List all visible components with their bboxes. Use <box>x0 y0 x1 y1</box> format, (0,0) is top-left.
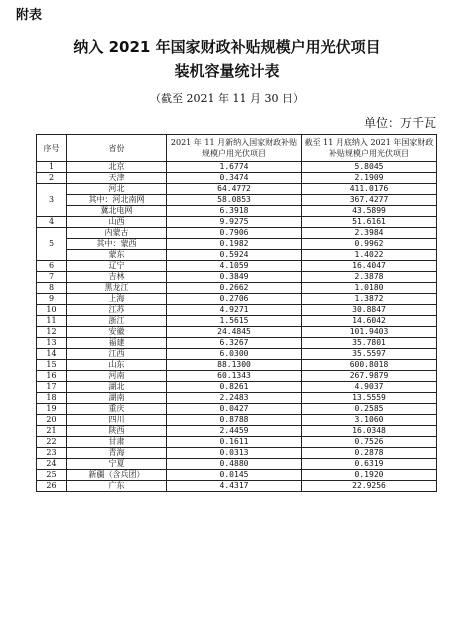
table-row <box>37 393 437 404</box>
row-seq: 15 <box>37 360 67 371</box>
table-row <box>37 261 437 272</box>
row-total-capacity: 1.3872 <box>302 294 437 305</box>
row-new-capacity: 9.9275 <box>167 217 302 228</box>
row-total-capacity: 16.4047 <box>302 261 437 272</box>
row-new-capacity: 0.4880 <box>167 459 302 470</box>
appendix-label: 附表 <box>16 8 43 23</box>
row-seq: 22 <box>37 437 67 448</box>
row-total-capacity: 3.1060 <box>302 415 437 426</box>
table-row <box>37 162 437 173</box>
table-row <box>37 173 437 184</box>
row-seq: 10 <box>37 305 67 316</box>
row-seq: 11 <box>37 316 67 327</box>
row-new-capacity: 4.9271 <box>167 305 302 316</box>
row-new-capacity: 1.5615 <box>167 316 302 327</box>
row-province: 上海 <box>67 294 167 305</box>
table-row <box>37 239 437 250</box>
header-seq: 序号 <box>37 135 67 162</box>
row-province: 陕西 <box>67 426 167 437</box>
row-seq: 6 <box>37 261 67 272</box>
row-new-capacity: 6.3918 <box>167 206 302 217</box>
row-seq: 16 <box>37 371 67 382</box>
row-new-capacity: 6.0300 <box>167 349 302 360</box>
row-new-capacity: 0.8261 <box>167 382 302 393</box>
table-row <box>37 459 437 470</box>
row-seq: 26 <box>37 481 67 492</box>
row-province: 内蒙古 <box>67 228 167 239</box>
row-province: 新疆（含兵团） <box>67 470 167 481</box>
row-total-capacity: 30.8847 <box>302 305 437 316</box>
row-seq: 8 <box>37 283 67 294</box>
table-row <box>37 184 437 195</box>
row-total-capacity: 0.6319 <box>302 459 437 470</box>
table-row <box>37 437 437 448</box>
row-total-capacity: 2.1909 <box>302 173 437 184</box>
table-row <box>37 316 437 327</box>
row-seq: 25 <box>37 470 67 481</box>
row-province: 广东 <box>67 481 167 492</box>
row-province: 冀北电网 <box>67 206 167 217</box>
table-row <box>37 327 437 338</box>
table-row <box>37 305 437 316</box>
row-new-capacity: 0.1982 <box>167 239 302 250</box>
row-seq: 9 <box>37 294 67 305</box>
row-province: 其中：蒙西 <box>67 239 167 250</box>
row-seq: 20 <box>37 415 67 426</box>
table-row <box>37 294 437 305</box>
row-province: 湖北 <box>67 382 167 393</box>
table-row <box>37 415 437 426</box>
row-province: 北京 <box>67 162 167 173</box>
table-row <box>37 217 437 228</box>
row-new-capacity: 0.3849 <box>167 272 302 283</box>
row-province: 安徽 <box>67 327 167 338</box>
row-province: 四川 <box>67 415 167 426</box>
row-new-capacity: 0.2706 <box>167 294 302 305</box>
row-new-capacity: 1.6774 <box>167 162 302 173</box>
row-seq: 7 <box>37 272 67 283</box>
row-province: 其中：河北南网 <box>67 195 167 206</box>
row-seq: 18 <box>37 393 67 404</box>
row-province: 江苏 <box>67 305 167 316</box>
row-total-capacity: 51.6161 <box>302 217 437 228</box>
header-new-capacity: 2021 年 11 月新纳入国家财政补贴规模户用光伏项目 <box>167 135 302 162</box>
row-seq: 14 <box>37 349 67 360</box>
row-total-capacity: 1.4022 <box>302 250 437 261</box>
row-seq: 19 <box>37 404 67 415</box>
row-province: 山东 <box>67 360 167 371</box>
row-province: 浙江 <box>67 316 167 327</box>
row-seq: 24 <box>37 459 67 470</box>
table-row <box>37 228 437 239</box>
row-province: 吉林 <box>67 272 167 283</box>
row-new-capacity: 60.1343 <box>167 371 302 382</box>
row-total-capacity: 22.9256 <box>302 481 437 492</box>
row-total-capacity: 14.6042 <box>302 316 437 327</box>
row-new-capacity: 0.1611 <box>167 437 302 448</box>
row-total-capacity: 35.5597 <box>302 349 437 360</box>
table-row <box>37 338 437 349</box>
row-total-capacity: 101.9403 <box>302 327 437 338</box>
row-province: 山西 <box>67 217 167 228</box>
row-new-capacity: 58.0853 <box>167 195 302 206</box>
row-new-capacity: 0.8788 <box>167 415 302 426</box>
row-province: 宁夏 <box>67 459 167 470</box>
row-new-capacity: 0.0145 <box>167 470 302 481</box>
table-row <box>37 195 437 206</box>
table-row <box>37 481 437 492</box>
row-total-capacity: 0.1920 <box>302 470 437 481</box>
row-total-capacity: 2.3878 <box>302 272 437 283</box>
table-row <box>37 404 437 415</box>
table-row <box>37 360 437 371</box>
row-new-capacity: 4.4317 <box>167 481 302 492</box>
row-seq: 13 <box>37 338 67 349</box>
row-seq: 21 <box>37 426 67 437</box>
row-total-capacity: 0.2585 <box>302 404 437 415</box>
row-total-capacity: 43.5899 <box>302 206 437 217</box>
row-seq: 1 <box>37 162 67 173</box>
row-seq: 12 <box>37 327 67 338</box>
date-subtitle: （截至 2021 年 11 月 30 日） <box>150 92 304 105</box>
row-province: 黑龙江 <box>67 283 167 294</box>
row-new-capacity: 0.5924 <box>167 250 302 261</box>
page-title-line2: 装机容量统计表 <box>174 62 280 80</box>
row-province: 湖南 <box>67 393 167 404</box>
row-new-capacity: 0.7906 <box>167 228 302 239</box>
row-total-capacity: 2.3984 <box>302 228 437 239</box>
row-new-capacity: 0.2662 <box>167 283 302 294</box>
row-new-capacity: 88.1300 <box>167 360 302 371</box>
row-total-capacity: 0.7526 <box>302 437 437 448</box>
table-row <box>37 283 437 294</box>
table-row <box>37 426 437 437</box>
row-total-capacity: 16.0348 <box>302 426 437 437</box>
header-total-capacity: 截至 11 月底纳入 2021 年国家财政补贴规模户用光伏项目 <box>302 135 437 162</box>
table-row <box>37 349 437 360</box>
row-seq: 17 <box>37 382 67 393</box>
row-province: 福建 <box>67 338 167 349</box>
row-total-capacity: 4.9037 <box>302 382 437 393</box>
row-new-capacity: 2.2483 <box>167 393 302 404</box>
row-province: 江西 <box>67 349 167 360</box>
row-province: 天津 <box>67 173 167 184</box>
row-new-capacity: 6.3267 <box>167 338 302 349</box>
capacity-table <box>36 134 437 492</box>
row-seq: 5 <box>37 228 67 261</box>
row-new-capacity: 24.4845 <box>167 327 302 338</box>
row-province: 辽宁 <box>67 261 167 272</box>
row-province: 河南 <box>67 371 167 382</box>
row-total-capacity: 1.0180 <box>302 283 437 294</box>
row-seq: 4 <box>37 217 67 228</box>
row-province: 青海 <box>67 448 167 459</box>
row-total-capacity: 0.9962 <box>302 239 437 250</box>
row-new-capacity: 0.0313 <box>167 448 302 459</box>
table-row <box>37 206 437 217</box>
row-total-capacity: 600.8018 <box>302 360 437 371</box>
row-total-capacity: 0.2878 <box>302 448 437 459</box>
row-total-capacity: 367.4277 <box>302 195 437 206</box>
row-seq: 23 <box>37 448 67 459</box>
table-row <box>37 382 437 393</box>
row-total-capacity: 35.7801 <box>302 338 437 349</box>
header-province: 省份 <box>67 135 167 162</box>
row-new-capacity: 0.0427 <box>167 404 302 415</box>
table-row <box>37 371 437 382</box>
row-new-capacity: 2.4459 <box>167 426 302 437</box>
row-province: 河北 <box>67 184 167 195</box>
row-province: 重庆 <box>67 404 167 415</box>
table-row <box>37 272 437 283</box>
table-header-row <box>37 135 437 162</box>
row-seq: 3 <box>37 184 67 217</box>
row-new-capacity: 0.3474 <box>167 173 302 184</box>
page-title: 纳入 2021 年国家财政补贴规模户用光伏项目 <box>73 38 381 56</box>
row-province: 甘肃 <box>67 437 167 448</box>
row-seq: 2 <box>37 173 67 184</box>
row-total-capacity: 13.5559 <box>302 393 437 404</box>
table-row <box>37 470 437 481</box>
row-total-capacity: 411.0176 <box>302 184 437 195</box>
unit-label: 单位：万千瓦 <box>363 116 436 130</box>
row-new-capacity: 4.1059 <box>167 261 302 272</box>
table-body <box>37 162 437 492</box>
row-province: 蒙东 <box>67 250 167 261</box>
row-total-capacity: 267.9879 <box>302 371 437 382</box>
table-row <box>37 448 437 459</box>
row-new-capacity: 64.4772 <box>167 184 302 195</box>
row-total-capacity: 5.8045 <box>302 162 437 173</box>
table-row <box>37 250 437 261</box>
